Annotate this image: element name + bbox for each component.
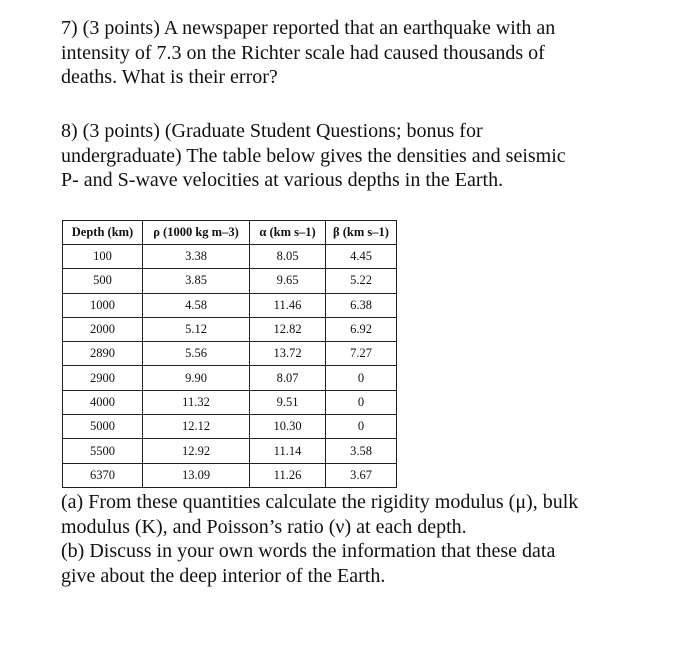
question-7-line: 7) (3 points) A newspaper reported that an earthquake with an	[61, 17, 556, 39]
cell-p-velocity: 11.26	[250, 463, 326, 487]
cell-density: 12.12	[143, 415, 250, 439]
question-7	[61, 16, 681, 90]
question-7-line: deaths. What is their error?	[61, 66, 278, 88]
cell-s-velocity: 4.45	[326, 245, 397, 269]
table-row	[63, 439, 397, 463]
cell-s-velocity: 0	[326, 390, 397, 414]
table-row	[63, 293, 397, 317]
part-b-line: (b) Discuss in your own words the information that these data	[61, 540, 556, 562]
question-8-line: 8) (3 points) (Graduate Student Questions; bonus for	[61, 120, 483, 142]
cell-s-velocity: 7.27	[326, 342, 397, 366]
table-row	[63, 245, 397, 269]
cell-depth: 6370	[63, 463, 143, 487]
part-a-line: (a) From these quantities calculate the rigidity modulus (μ), bulk	[61, 491, 579, 513]
question-8	[61, 119, 681, 193]
cell-density: 11.32	[143, 390, 250, 414]
table-header-row	[63, 221, 397, 245]
header-s-velocity: β (km s–1)	[326, 221, 397, 245]
cell-p-velocity: 13.72	[250, 342, 326, 366]
table-row	[63, 463, 397, 487]
earth-properties-table	[62, 220, 397, 488]
question-8-parts	[61, 490, 681, 588]
cell-depth: 2890	[63, 342, 143, 366]
cell-depth: 2000	[63, 317, 143, 341]
cell-depth: 5500	[63, 439, 143, 463]
cell-p-velocity: 12.82	[250, 317, 326, 341]
cell-depth: 100	[63, 245, 143, 269]
cell-p-velocity: 10.30	[250, 415, 326, 439]
header-density: ρ (1000 kg m–3)	[143, 221, 250, 245]
cell-depth: 5000	[63, 415, 143, 439]
cell-density: 3.38	[143, 245, 250, 269]
table-row	[63, 342, 397, 366]
cell-density: 12.92	[143, 439, 250, 463]
cell-p-velocity: 11.46	[250, 293, 326, 317]
table-body	[63, 245, 397, 488]
part-a-line: modulus (K), and Poisson’s ratio (ν) at each depth.	[61, 515, 467, 538]
cell-s-velocity: 5.22	[326, 269, 397, 293]
cell-s-velocity: 3.67	[326, 463, 397, 487]
table-row	[63, 415, 397, 439]
header-p-velocity: α (km s–1)	[250, 221, 326, 245]
cell-s-velocity: 6.92	[326, 317, 397, 341]
cell-s-velocity: 0	[326, 415, 397, 439]
cell-density: 5.56	[143, 342, 250, 366]
cell-density: 4.58	[143, 293, 250, 317]
table-row	[63, 317, 397, 341]
cell-density: 9.90	[143, 366, 250, 390]
question-7-line: intensity of 7.3 on the Richter scale had caused thousands of	[61, 41, 545, 64]
cell-depth: 2900	[63, 366, 143, 390]
cell-density: 13.09	[143, 463, 250, 487]
cell-p-velocity: 11.14	[250, 439, 326, 463]
cell-depth: 4000	[63, 390, 143, 414]
table-row	[63, 390, 397, 414]
cell-s-velocity: 0	[326, 366, 397, 390]
cell-p-velocity: 9.51	[250, 390, 326, 414]
header-depth: Depth (km)	[63, 221, 143, 245]
question-8-line: P- and S-wave velocities at various depths in the Earth.	[61, 169, 504, 191]
table-row	[63, 269, 397, 293]
cell-depth: 500	[63, 269, 143, 293]
cell-p-velocity: 9.65	[250, 269, 326, 293]
cell-density: 5.12	[143, 317, 250, 341]
cell-p-velocity: 8.07	[250, 366, 326, 390]
question-8-line: undergraduate) The table below gives the densities and seismic	[61, 144, 566, 167]
table-row	[63, 366, 397, 390]
cell-s-velocity: 6.38	[326, 293, 397, 317]
cell-p-velocity: 8.05	[250, 245, 326, 269]
cell-density: 3.85	[143, 269, 250, 293]
cell-depth: 1000	[63, 293, 143, 317]
cell-s-velocity: 3.58	[326, 439, 397, 463]
part-b-line: give about the deep interior of the Earth.	[61, 564, 386, 587]
